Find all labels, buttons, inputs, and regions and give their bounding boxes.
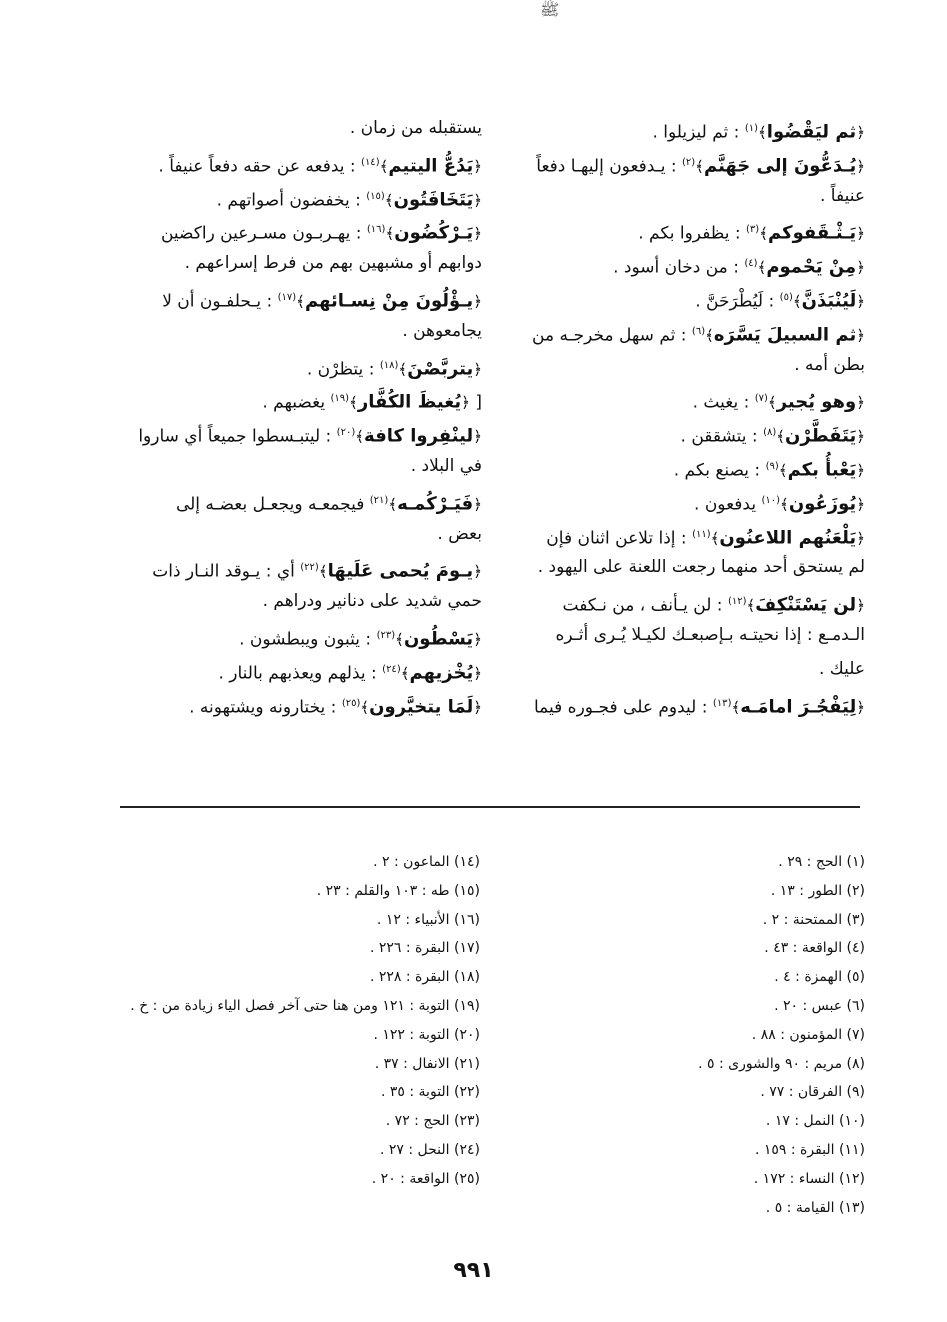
open-ornament: ﴿	[856, 394, 865, 413]
footnote-item: (٦) عبس : ٢٠ .	[774, 997, 865, 1014]
line-text: عنيفاً .	[820, 185, 865, 206]
left-text-column	[112, 112, 482, 720]
footnote-item: (٧) المؤمنون : ٨٨ .	[751, 1026, 865, 1043]
footnote-ref: (١٧)	[277, 291, 297, 303]
close-ornament: ﴾	[778, 461, 788, 480]
entry-gloss: : يتشققن .	[680, 426, 758, 447]
text-line	[505, 180, 865, 214]
open-ornament: ﴿	[473, 427, 482, 446]
footnote-item: (٣) الممتحنة : ٢ .	[762, 911, 865, 928]
open-ornament: ﴿	[856, 427, 865, 446]
text-line	[505, 585, 865, 619]
entry-gloss: : يختارونه ويشتهونه .	[189, 697, 337, 718]
open-ornament: ﴿	[473, 495, 482, 514]
close-ornament: ﴾	[705, 326, 714, 345]
open-ornament: ﴿	[856, 495, 865, 514]
close-ornament: ﴾	[384, 191, 394, 210]
line-text: لم يستحق أحد منهما رجعت اللعنة على اليهود .	[537, 557, 865, 578]
close-ornament: ﴾	[695, 157, 704, 176]
entry-word: يتربَّصْنَ	[407, 358, 474, 380]
line-text: يستقبله من زمان .	[349, 118, 482, 138]
text-line	[112, 653, 482, 687]
entry-word: يَدُعُّ اليتيم	[388, 155, 474, 177]
footnote-item: (٢٥) الواقعة : ٢٠ .	[371, 1170, 480, 1187]
entry-gloss: : يخفضون أصواتهم .	[216, 190, 361, 211]
footnote-ref: (١٣)	[712, 697, 732, 709]
footnotes-left-column	[95, 848, 480, 1194]
open-ornament: ﴿	[856, 225, 865, 244]
text-line	[112, 349, 482, 383]
line-text: بطن أمه .	[794, 354, 865, 375]
text-line	[112, 247, 482, 281]
entry-gloss: : ثم سهل مخرجـه من	[532, 325, 687, 346]
footnote-item: (١٣) القيامة : ٥ .	[765, 1199, 865, 1216]
text-line	[505, 146, 865, 180]
entry-gloss: : يـدفعون إليهـا دفعاً	[536, 156, 677, 177]
entry-word: لَمَا يتخيَّرون	[369, 696, 474, 718]
open-ornament: ﴿	[856, 123, 865, 142]
open-ornament: ﴿	[856, 596, 865, 615]
footnote-item: (١) الحج : ٢٩ .	[778, 854, 865, 870]
text-line	[505, 349, 865, 383]
footnote-item: (٢١) الانفال : ٣٧ .	[374, 1055, 480, 1072]
footnote-item: (٥) الهمزة : ٤ .	[774, 969, 865, 986]
footnote-item: (٢٠) التوبة : ١٢٢ .	[373, 1026, 480, 1043]
footnote-item: (١٦) الأنبياء : ١٢ .	[376, 911, 480, 928]
close-ornament: ﴾	[355, 427, 365, 446]
footnote-ref: (١٦)	[366, 224, 386, 236]
text-line	[505, 315, 865, 349]
footnote-item: (٢) الطور : ١٣ .	[770, 882, 865, 899]
entry-word: مِنْ يَحْموم	[766, 256, 857, 278]
close-ornament: ﴾	[776, 427, 786, 446]
footnote-ref: (١٢)	[727, 596, 747, 608]
footnote-item: (٨) مريم : ٩٠ والشورى : ٥ .	[698, 1055, 865, 1072]
open-ornament: ﴿	[473, 225, 482, 244]
footnote-item: (١٢) النساء : ١٧٢ .	[753, 1170, 865, 1187]
entry-gloss: : يذلهم ويعذبهم بالنار .	[218, 663, 377, 684]
entry-word: لَيُنْبَذَنَّ	[801, 290, 857, 312]
entry-gloss: : يدفعه عن حقه دفعاً عنيفاً .	[158, 156, 356, 177]
text-line	[505, 551, 865, 585]
footnote-ref: (٤)	[744, 258, 758, 270]
close-ornament: ﴾	[385, 225, 395, 244]
entry-word: يُـدَعُّونَ إلى جَهَنَّم	[703, 155, 857, 177]
footnote-item: (١٤) الماعون : ٢ .	[373, 854, 480, 870]
text-line	[505, 416, 865, 450]
entry-gloss: : ثم ليزيلوا .	[652, 122, 740, 143]
footnote-divider	[120, 806, 860, 808]
entry-gloss: : يتظرْن .	[306, 359, 375, 380]
footnote-ref: (٢٤)	[382, 663, 401, 675]
entry-word: يُغيظَ الكُفَّار	[357, 392, 462, 414]
line-text: يجامعوهن .	[402, 320, 482, 341]
footnote-ref: (٦)	[691, 325, 706, 337]
entry-word: يَتَخَافَتُون	[393, 189, 474, 211]
line-text: الـدمـع : إذا نحيتـه بـإصبعـك لكيـلا يُـرى أثـره	[555, 624, 865, 645]
entry-gloss: أي : يـوقد النـار ذات	[152, 562, 295, 583]
open-ornament: ﴿	[856, 157, 865, 176]
entry-word: لينْفِروا كافة	[364, 425, 474, 447]
footnote-ref: (١٠)	[761, 494, 781, 506]
open-ornament: ﴿	[856, 326, 865, 345]
entry-word: يَعْبأُ بكم	[787, 459, 857, 481]
text-line	[505, 281, 865, 315]
page-number: ٩٩١	[453, 1258, 494, 1283]
text-line	[505, 450, 865, 484]
close-ornament: ﴾	[792, 292, 802, 311]
footnote-ref: (٢٣)	[376, 629, 396, 641]
text-line	[112, 112, 482, 146]
text-line	[112, 213, 482, 247]
close-ornament: ﴾	[710, 529, 720, 548]
entry-gloss: : يهـربـون مسـرعين راكضين	[160, 224, 362, 245]
text-line	[112, 146, 482, 180]
open-ornament: ﴿	[856, 461, 865, 480]
right-text-column	[505, 112, 865, 720]
open-ornament: ﴿	[473, 191, 482, 210]
close-ornament: ﴾	[759, 225, 768, 244]
entry-gloss: : يـحلفـون أن لا	[162, 291, 273, 312]
footnote-item: (١١) البقرة : ١٥٩ .	[754, 1141, 865, 1158]
open-ornament: ﴿	[473, 630, 482, 649]
entry-word: لِيَفْجُـرَ امامَـه	[740, 696, 857, 718]
text-line	[112, 484, 482, 518]
entry-gloss: : من دخان أسود .	[613, 257, 739, 278]
open-ornament: ﴿	[856, 292, 865, 311]
text-line	[505, 484, 865, 518]
open-ornament: ﴿	[473, 292, 482, 311]
entry-word: وهو يُجير	[776, 392, 857, 414]
entry-gloss: : لن يـأنف ، من نـكفت	[562, 595, 723, 616]
close-ornament: ﴾	[318, 563, 328, 582]
footnote-item: (١٥) طه : ١٠٣ والقلم : ٢٣ .	[316, 882, 480, 899]
line-text: في البلاد .	[410, 455, 482, 476]
open-ornament: ﴿	[461, 394, 470, 413]
text-line	[505, 687, 865, 721]
footnote-ref: (٢)	[681, 156, 696, 168]
footnote-ref: (١١)	[692, 528, 711, 540]
bracket: [	[475, 393, 482, 414]
entry-gloss: : يصنع بكم .	[673, 460, 761, 481]
text-line	[112, 382, 482, 416]
entry-word: يُخْزيهم	[409, 662, 474, 684]
footnote-item: (١٧) البقرة : ٢٢٦ .	[369, 940, 480, 957]
footnote-ref: (١)	[744, 123, 758, 134]
open-ornament: ﴿	[473, 360, 482, 379]
entry-word: ثم السبيلَ يَسَّرَه	[713, 324, 857, 346]
entry-gloss: : إذا تلاعن اثنان فإن	[546, 528, 687, 549]
line-text: بعض .	[437, 523, 482, 544]
footnote-ref: (٧)	[754, 393, 768, 405]
entry-word: يَـرْكُضُون	[394, 223, 474, 245]
close-ornament: ﴾	[780, 495, 789, 514]
close-ornament: ﴾	[767, 394, 777, 413]
text-line	[505, 247, 865, 281]
entry-gloss: : يثبون ويبطشون .	[239, 629, 372, 650]
footnote-ref: (٨)	[763, 427, 777, 439]
open-ornament: ﴿	[856, 698, 865, 717]
text-line	[112, 585, 482, 619]
entry-gloss: : ليدوم على فجـوره فيما	[534, 697, 708, 718]
text-line	[505, 619, 865, 653]
open-ornament: ﴿	[856, 258, 865, 277]
footnote-ref: (٢٠)	[336, 427, 356, 439]
footnote-ref: (٥)	[779, 291, 793, 303]
text-line	[112, 416, 482, 450]
text-line	[505, 653, 865, 687]
text-line	[112, 450, 482, 484]
footnote-item: (١٩) التوبة : ١٢١ ومن هنا حتى آخر فصل الياء زيادة من : خ .	[130, 997, 480, 1014]
entry-gloss: : ليتبـسطوا جميعاً أي ساروا	[138, 426, 332, 447]
entry-word: فَيَـرْكُمـه	[397, 493, 474, 515]
top-ornament: ﷺ	[540, 0, 560, 19]
text-line	[112, 619, 482, 653]
entry-gloss: يغضبهم .	[262, 393, 326, 414]
line-text: دوابهم أو مشبهين بهم من فرط إسراعهم .	[184, 253, 482, 274]
footnote-ref: (١٨)	[379, 359, 399, 371]
open-ornament: ﴿	[473, 563, 482, 582]
footnote-ref: (٣)	[746, 224, 760, 236]
entry-word: يَلْعَنُهم اللاعنُون	[719, 527, 857, 549]
entry-word: ثم ليَقْضُوا	[766, 121, 857, 143]
footnote-ref: (١٩)	[330, 393, 350, 405]
close-ornament: ﴾	[388, 495, 398, 514]
footnote-ref: (٢٢)	[300, 562, 319, 574]
text-line	[505, 382, 865, 416]
footnote-item: (١٨) البقرة : ٢٢٨ .	[369, 969, 480, 986]
text-line	[505, 518, 865, 552]
text-line	[112, 551, 482, 585]
close-ornament: ﴾	[349, 394, 358, 413]
entry-word: يـؤْلُونَ مِنْ نِسـائهم	[304, 290, 474, 312]
open-ornament: ﴿	[473, 157, 482, 176]
footnote-item: (٢٢) التوبة : ٣٥ .	[380, 1084, 480, 1101]
text-line	[505, 213, 865, 247]
text-line	[112, 180, 482, 214]
close-ornament: ﴾	[360, 698, 370, 717]
entry-word: يَتَفَطَّرْن	[785, 425, 857, 447]
close-ornament: ﴾	[758, 123, 767, 142]
entry-gloss: يدفعون .	[694, 494, 757, 515]
text-line	[112, 281, 482, 315]
close-ornament: ﴾	[379, 157, 389, 176]
entry-word: يَـثْـقَفوكم	[768, 223, 857, 245]
open-ornament: ﴿	[856, 529, 865, 548]
close-ornament: ﴾	[731, 698, 741, 717]
entry-gloss: : يظفروا بكم .	[638, 224, 741, 245]
entry-word: يـومَ يُحمى عَلَيهَا	[327, 561, 474, 583]
open-ornament: ﴿	[473, 698, 482, 717]
footnote-ref: (٢١)	[369, 494, 389, 506]
footnote-item: (٢٣) الحج : ٧٢ .	[385, 1113, 480, 1130]
entry-gloss: : لَيُطْرَحَنَّ .	[695, 291, 775, 312]
entry-word: لن يَسْتَنْكِفَ	[755, 594, 857, 616]
entry-word: يُوزَعُون	[788, 493, 857, 515]
footnote-ref: (١٤)	[361, 156, 380, 168]
footnote-item: (١٠) النمل : ١٧ .	[765, 1113, 865, 1130]
open-ornament: ﴿	[473, 664, 482, 683]
line-text: عليك .	[818, 658, 865, 679]
footnotes-right-column	[560, 848, 865, 1222]
text-line	[112, 315, 482, 349]
footnote-ref: (٢٥)	[341, 697, 361, 709]
close-ornament: ﴾	[757, 258, 767, 277]
footnote-item: (٩) الفرقان : ٧٧ .	[760, 1084, 865, 1101]
footnote-item: (٤) الواقعة : ٤٣ .	[764, 940, 865, 957]
line-text: حمي شديد على دنانير ودراهم .	[262, 591, 482, 612]
close-ornament: ﴾	[400, 664, 410, 683]
footnote-ref: (٩)	[765, 460, 779, 472]
text-line	[112, 687, 482, 721]
close-ornament: ﴾	[296, 292, 305, 311]
text-line	[112, 518, 482, 552]
close-ornament: ﴾	[395, 630, 404, 649]
entry-word: يَسْطُون	[403, 628, 474, 650]
entry-gloss: : يغيث .	[692, 393, 750, 414]
footnote-item: (٢٤) النحل : ٢٧ .	[379, 1141, 480, 1158]
close-ornament: ﴾	[746, 596, 756, 615]
close-ornament: ﴾	[398, 360, 408, 379]
footnote-ref: (١٥)	[366, 190, 385, 202]
text-line	[505, 112, 865, 146]
entry-gloss: فيجمعـه ويجعـل بعضـه إلى	[175, 494, 365, 515]
